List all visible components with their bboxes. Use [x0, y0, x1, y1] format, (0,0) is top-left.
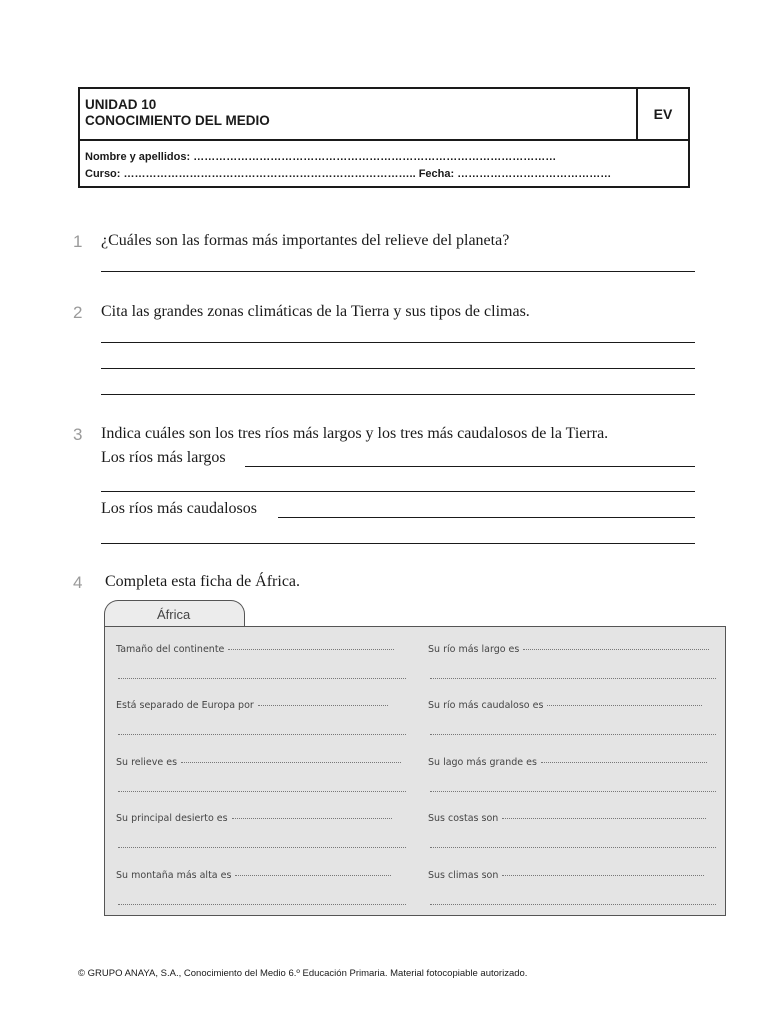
dotted-fill [258, 705, 388, 706]
dotted-line[interactable] [430, 904, 716, 905]
card-field-coasts[interactable] [428, 813, 706, 824]
question-number-1: 1 [73, 232, 83, 251]
answer-line[interactable] [101, 491, 695, 492]
dotted-fill [547, 705, 702, 706]
longest-rivers-label: Los ríos más largos [101, 449, 226, 466]
question-number-3: 3 [73, 425, 83, 444]
header-box [78, 87, 690, 188]
field-label: Su lago más grande es [428, 757, 537, 768]
answer-line[interactable] [101, 543, 695, 544]
africa-tab-label: África [157, 607, 191, 622]
africa-card [104, 626, 726, 916]
card-field-desert[interactable] [116, 813, 392, 824]
card-field-climates[interactable] [428, 870, 704, 881]
card-field-largest-flow-river[interactable] [428, 700, 702, 711]
course-dots[interactable]: …………………………………………………………………….. [123, 168, 416, 180]
unit-title [85, 97, 270, 129]
card-field-mountain[interactable] [116, 870, 391, 881]
answer-line[interactable] [101, 342, 695, 343]
field-label: Tamaño del continente [116, 644, 225, 655]
dotted-line[interactable] [118, 904, 406, 905]
copyright-footer: © GRUPO ANAYA, S.A., Conocimiento del Medio 6.º Educación Primaria. Material fotocopiable autorizado. [78, 968, 528, 979]
question-number-4: 4 [73, 573, 83, 592]
subject-title: CONOCIMIENTO DEL MEDIO [85, 113, 270, 128]
dotted-line[interactable] [118, 791, 406, 792]
largest-flow-rivers-label: Los ríos más caudalosos [101, 500, 257, 517]
card-field-size[interactable] [116, 644, 394, 655]
dotted-line[interactable] [118, 847, 406, 848]
dotted-fill [232, 818, 392, 819]
dotted-fill [502, 818, 706, 819]
name-field[interactable] [85, 149, 611, 166]
field-label: Su principal desierto es [116, 813, 228, 824]
dotted-fill [502, 875, 704, 876]
answer-line[interactable] [278, 517, 695, 518]
dotted-line[interactable] [430, 847, 716, 848]
question-text-3: Indica cuáles son los tres ríos más largos y los tres más caudalosos de la Tierra. [101, 425, 609, 442]
dotted-line[interactable] [118, 734, 406, 735]
answer-line[interactable] [101, 271, 695, 272]
date-dots[interactable]: …………………………………… [457, 168, 612, 180]
field-label: Su montaña más alta es [116, 870, 232, 881]
evaluation-code: EV [636, 89, 688, 139]
card-field-separated[interactable] [116, 700, 388, 711]
answer-line[interactable] [101, 368, 695, 369]
card-field-largest-lake[interactable] [428, 757, 707, 768]
name-dots: ……………………………………………………………………………………… [193, 151, 557, 163]
field-label: Sus climas son [428, 870, 499, 881]
field-label: Su relieve es [116, 757, 178, 768]
dotted-fill [523, 649, 709, 650]
dotted-line[interactable] [118, 678, 406, 679]
africa-card-tab [104, 600, 245, 628]
unit-number: UNIDAD 10 [85, 97, 157, 112]
dotted-line[interactable] [430, 734, 716, 735]
dotted-line[interactable] [430, 791, 716, 792]
name-label: Nombre y apellidos: [85, 151, 191, 163]
field-label: Sus costas son [428, 813, 499, 824]
course-label: Curso: [85, 168, 121, 180]
course-date-row [85, 166, 611, 183]
question-text-4: Completa esta ficha de África. [105, 573, 301, 590]
card-field-relief[interactable] [116, 757, 401, 768]
answer-line[interactable] [245, 466, 695, 467]
question-text-2: Cita las grandes zonas climáticas de la Tierra y sus tipos de climas. [101, 303, 530, 320]
dotted-fill [228, 649, 394, 650]
dotted-fill [181, 762, 401, 763]
dotted-fill [235, 875, 391, 876]
card-field-longest-river[interactable] [428, 644, 709, 655]
dotted-line[interactable] [430, 678, 716, 679]
field-label: Su río más largo es [428, 644, 520, 655]
answer-line[interactable] [101, 394, 695, 395]
question-text-1: ¿Cuáles son las formas más importantes del relieve del planeta? [101, 232, 510, 249]
header-title-row [80, 89, 688, 141]
dotted-fill [541, 762, 707, 763]
field-label: Está separado de Europa por [116, 700, 254, 711]
field-label: Su río más caudaloso es [428, 700, 544, 711]
student-fields [85, 149, 611, 183]
date-label: Fecha: [418, 168, 455, 180]
question-number-2: 2 [73, 303, 83, 322]
